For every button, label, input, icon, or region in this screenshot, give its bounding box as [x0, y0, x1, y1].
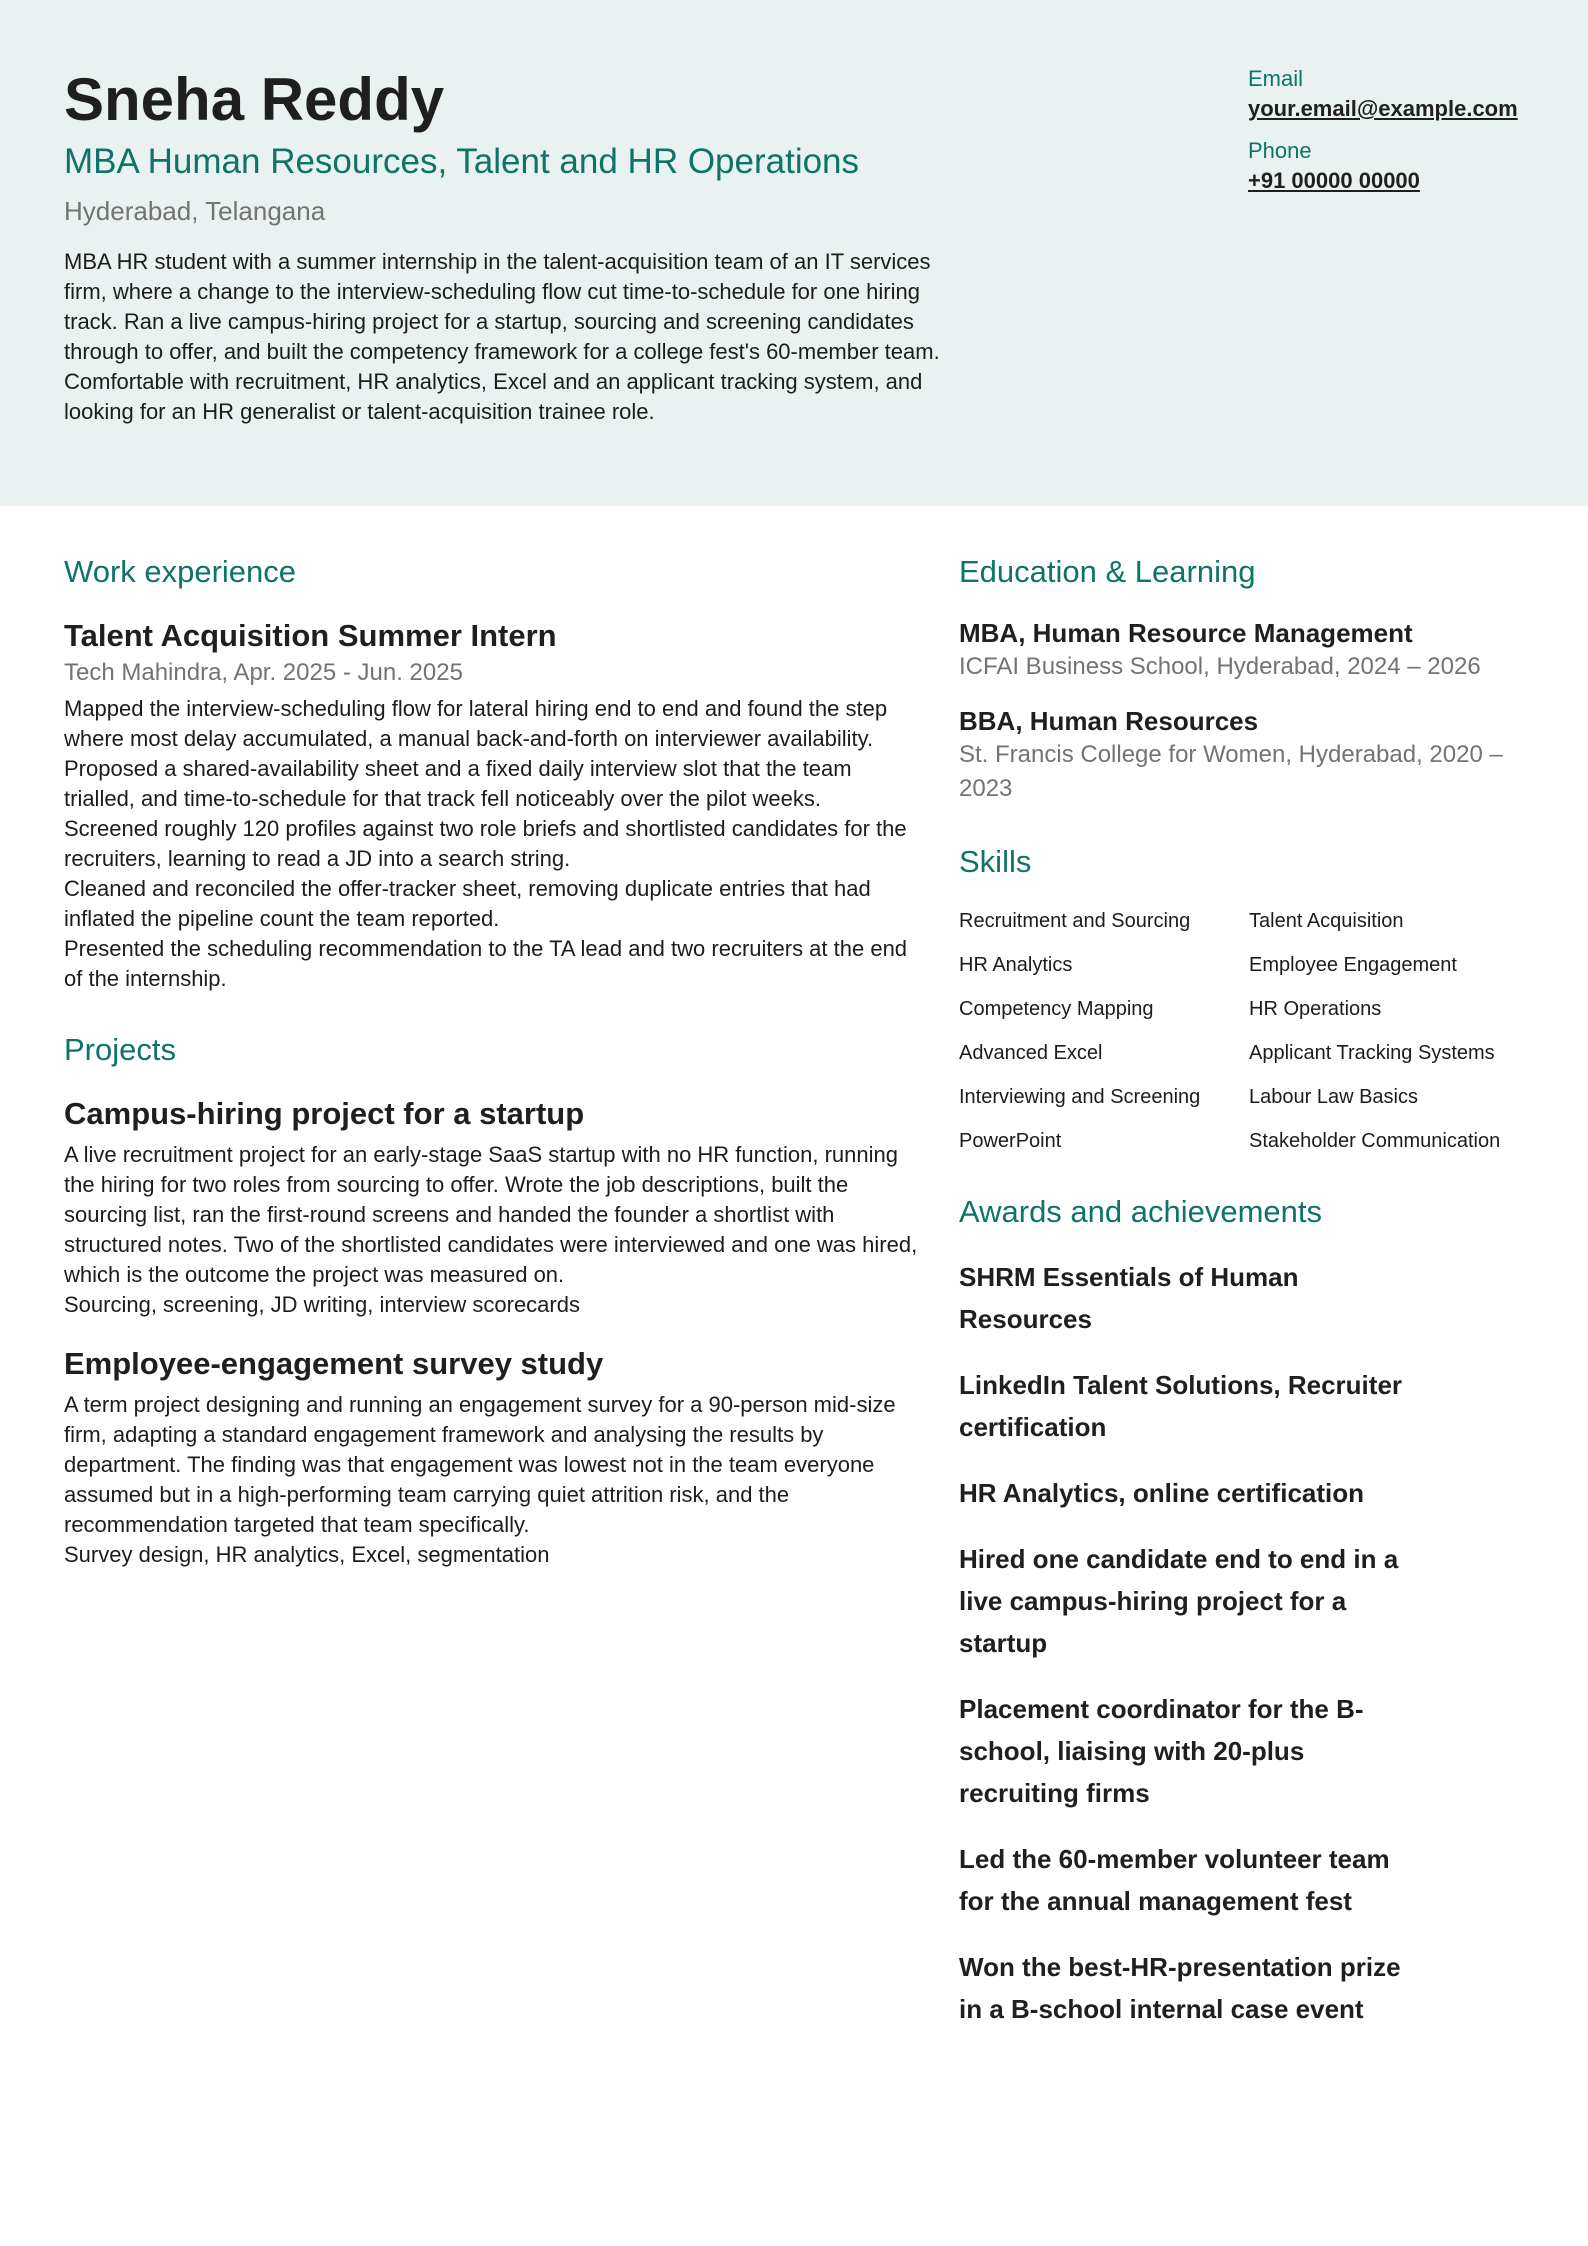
education-entry: [959, 704, 1539, 806]
skills-grid: [959, 906, 1539, 1156]
project-tags: Sourcing, screening, JD writing, interview scorecards: [64, 1292, 580, 1317]
phone-label: Phone: [1248, 138, 1312, 163]
right-column: [959, 552, 1539, 2054]
job-bullet: Cleaned and reconciled the offer-tracker sheet, removing duplicate entries that had inflated the pipeline count the team reported.: [64, 876, 871, 931]
skill-item: PowerPoint: [959, 1130, 1062, 1152]
project-entry: [64, 1094, 918, 1320]
job-meta: Tech Mahindra, Apr. 2025 - Jun. 2025: [64, 659, 463, 686]
awards-list: [959, 1256, 1539, 2030]
project-entry: [64, 1344, 918, 1570]
degree-meta: ICFAI Business School, Hyderabad, 2024 – 2026: [959, 653, 1481, 680]
job-bullet: Presented the scheduling recommendation to the TA lead and two recruiters at the end of the internship.: [64, 936, 908, 991]
education-heading: Education & Learning: [959, 554, 1256, 589]
projects-heading: Projects: [64, 1032, 176, 1067]
skill-item: Talent Acquisition: [1249, 910, 1404, 932]
award-item: HR Analytics, online certification: [959, 1478, 1365, 1508]
skill-item: Labour Law Basics: [1249, 1086, 1418, 1108]
skill-item: Stakeholder Communication: [1249, 1130, 1501, 1152]
skill-item: Applicant Tracking Systems: [1249, 1042, 1495, 1064]
skill-item: Advanced Excel: [959, 1042, 1103, 1064]
skill-item: Employee Engagement: [1249, 954, 1457, 976]
skill-item: HR Analytics: [959, 954, 1073, 976]
project-title: Employee-engagement survey study: [64, 1346, 604, 1381]
award-item: SHRM Essentials of Human Resources: [959, 1262, 1299, 1334]
job-bullet: Proposed a shared-availability sheet and a fixed daily interview slot that the team trialled, and time-to-schedule for that track fell noticeably over the pilot weeks.: [64, 756, 852, 811]
email-link[interactable]: your.email@example.com: [1248, 96, 1518, 121]
degree-title: MBA, Human Resource Management: [959, 618, 1413, 648]
degree-meta: St. Francis College for Women, Hyderabad, 2020 – 2023: [959, 741, 1503, 802]
profile-summary: MBA HR student with a summer internship in the talent-acquisition team of an IT services firm, where a change to the interview-scheduling flow cut time-to-schedule for one hiring track. Ran a live campus-hiring project for a startup, sourcing and screening candidates through to offer, and built the competency framework for a college fest's 60-member team. Comfortable with recruitment, HR analytics, Excel and an applicant tracking system, and looking for an HR generalist or talent-acquisition trainee role.: [64, 249, 940, 424]
award-item: Placement coordinator for the B-school, liaising with 20-plus recruiting firms: [959, 1694, 1364, 1808]
skill-item: Competency Mapping: [959, 998, 1154, 1020]
job-bullet: Mapped the interview-scheduling flow for lateral hiring end to end and found the step where most delay accumulated, a manual back-and-forth on interviewer availability.: [64, 696, 888, 751]
candidate-headline: MBA Human Resources, Talent and HR Operations: [64, 142, 860, 181]
candidate-name: Sneha Reddy: [64, 66, 445, 133]
job-entry: [64, 616, 918, 994]
work-experience-heading: Work experience: [64, 554, 297, 589]
email-label: Email: [1248, 66, 1304, 91]
skills-heading: Skills: [959, 844, 1032, 879]
project-tags: Survey design, HR analytics, Excel, segmentation: [64, 1542, 550, 1567]
job-bullet: Screened roughly 120 profiles against two role briefs and shortlisted candidates for the recruiters, learning to read a JD into a search string.: [64, 816, 907, 871]
education-entry: [959, 616, 1539, 684]
degree-title: BBA, Human Resources: [959, 706, 1259, 736]
project-description: A term project designing and running an engagement survey for a 90-person mid-size firm, adapting a standard engagement framework and analysing the results by department. The finding was that engagement was lowest not in the team everyone assumed but in a high-performing team carrying quiet attrition risk, and the recommendation targeted that team specifically.: [64, 1392, 896, 1537]
skill-item: Interviewing and Screening: [959, 1086, 1201, 1108]
awards-heading: Awards and achievements: [959, 1194, 1323, 1229]
skill-item: Recruitment and Sourcing: [959, 910, 1191, 932]
candidate-location: Hyderabad, Telangana: [64, 196, 326, 226]
project-description: A live recruitment project for an early-stage SaaS startup with no HR function, running the hiring for two roles from sourcing to offer. Wrote the job descriptions, built the sourcing list, ran the first-round screens and handed the founder a shortlist with structured notes. Two of the shortlisted candidates were interviewed and one was hired, which is the outcome the project was measured on.: [64, 1142, 918, 1287]
award-item: Won the best-HR-presentation prize in a B-school internal case event: [959, 1952, 1401, 2024]
award-item: Led the 60-member volunteer team for the annual management fest: [959, 1844, 1390, 1916]
left-column: [64, 552, 918, 1570]
award-item: Hired one candidate end to end in a live campus-hiring project for a startup: [959, 1544, 1399, 1658]
contact-block: [1248, 64, 1548, 196]
award-item: LinkedIn Talent Solutions, Recruiter certification: [959, 1370, 1403, 1442]
skill-item: HR Operations: [1249, 998, 1382, 1020]
phone-link[interactable]: +91 00000 00000: [1248, 168, 1420, 193]
job-title: Talent Acquisition Summer Intern: [64, 618, 557, 653]
resume-header: [0, 0, 1588, 506]
project-title: Campus-hiring project for a startup: [64, 1096, 585, 1131]
